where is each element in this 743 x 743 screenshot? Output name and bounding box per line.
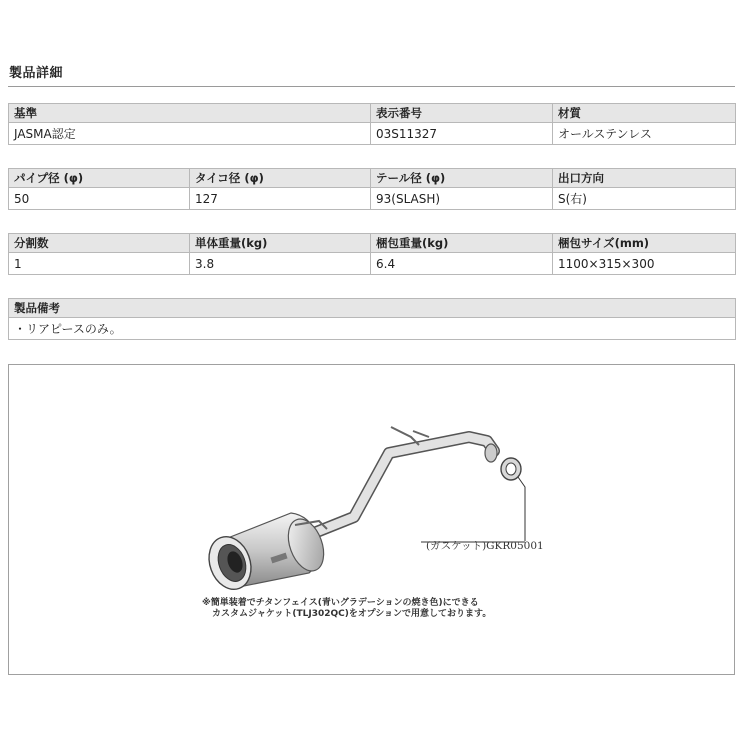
spec-table-remarks (8, 298, 736, 340)
value-muffler-diameter: 127 (190, 188, 371, 210)
value-standard: JASMA認定 (9, 123, 371, 145)
custom-jacket-note (202, 598, 491, 620)
value-split-count: 1 (9, 253, 190, 275)
header-exit-direction: 出口方向 (553, 169, 736, 188)
header-unit-weight: 単体重量(kg) (190, 234, 371, 253)
value-display-number: 03S11327 (371, 123, 553, 145)
header-display-number: 表示番号 (371, 104, 553, 123)
spec-table-standard (8, 103, 736, 145)
value-pipe-diameter: 50 (9, 188, 190, 210)
section-title: 製品詳細 (9, 66, 64, 81)
header-remarks: 製品備考 (9, 299, 736, 318)
gasket-part-label: (ガスケット)GKR05001 (426, 540, 544, 552)
value-exit-direction: S(右) (553, 188, 736, 210)
product-diagram (8, 364, 735, 675)
header-standard: 基準 (9, 104, 371, 123)
table-value-row (9, 123, 736, 145)
header-package-weight: 梱包重量(kg) (371, 234, 553, 253)
note-line-2: カスタムジャケット(TLJ302QC)をオプションで用意しております。 (212, 609, 492, 619)
table-value-row (9, 188, 736, 210)
value-unit-weight: 3.8 (190, 253, 371, 275)
table-header-row (9, 169, 736, 188)
value-remarks: ・リアピースのみ。 (9, 318, 736, 340)
header-package-size: 梱包サイズ(mm) (553, 234, 736, 253)
table-header-row (9, 104, 736, 123)
muffler-illustration (9, 365, 734, 674)
header-pipe-diameter: パイプ径 (φ) (9, 169, 190, 188)
table-header-row (9, 234, 736, 253)
table-value-row (9, 318, 736, 340)
header-split-count: 分割数 (9, 234, 190, 253)
spec-table-dimensions (8, 168, 736, 210)
header-tail-diameter: テール径 (φ) (371, 169, 553, 188)
spec-table-weights (8, 233, 736, 275)
title-divider (8, 86, 735, 87)
value-tail-diameter: 93(SLASH) (371, 188, 553, 210)
header-muffler-diameter: タイコ径 (φ) (190, 169, 371, 188)
note-line-1: ※簡単装着でチタンフェイス(青いグラデーションの焼き色)にできる (202, 598, 479, 608)
table-header-row (9, 299, 736, 318)
table-value-row (9, 253, 736, 275)
header-material: 材質 (553, 104, 736, 123)
value-material: オールステンレス (553, 123, 736, 145)
value-package-size: 1100×315×300 (553, 253, 736, 275)
value-package-weight: 6.4 (371, 253, 553, 275)
